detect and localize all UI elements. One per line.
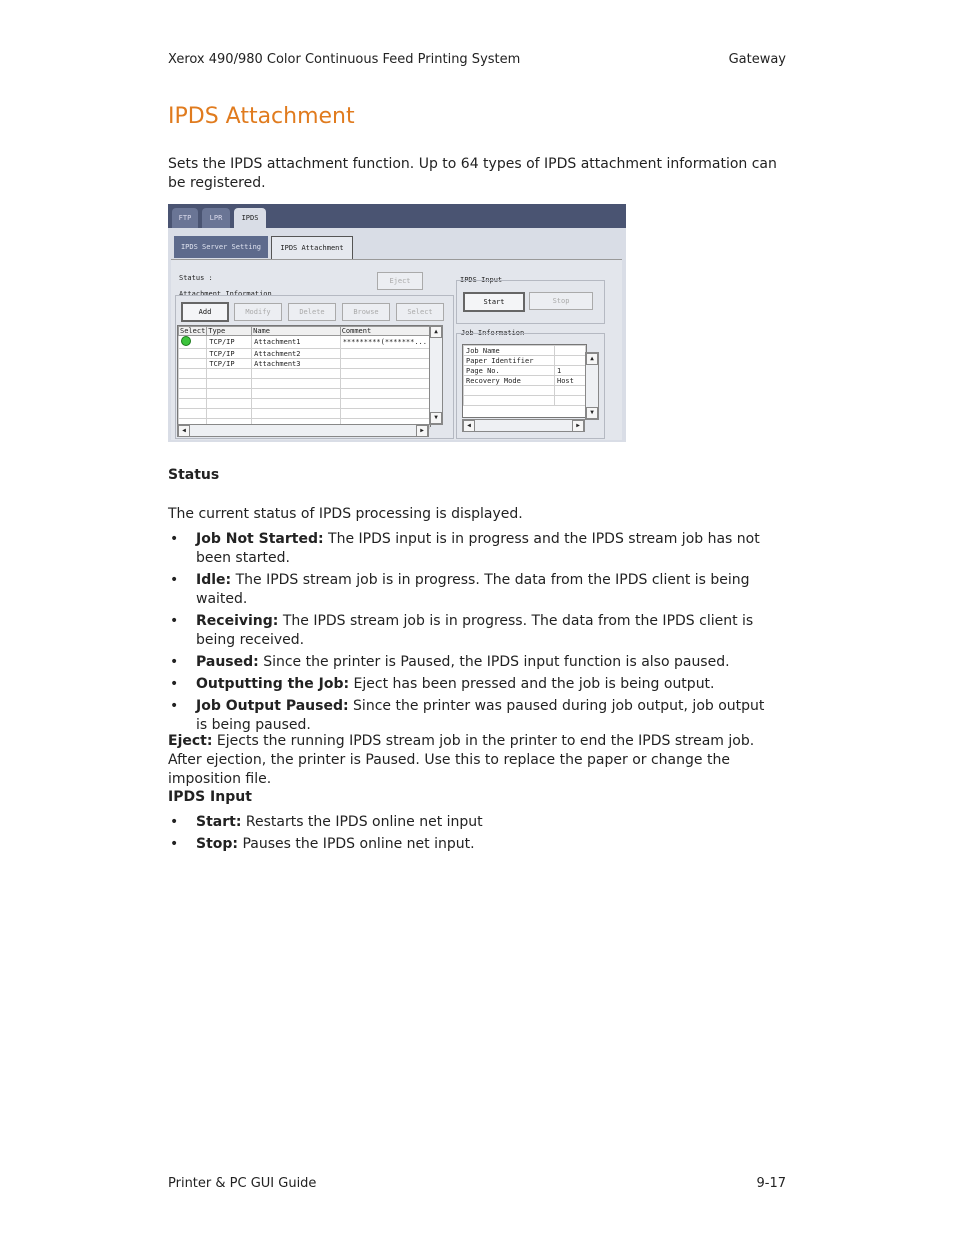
- job-info-label: Job Information: [461, 329, 525, 337]
- list-item: • Paused: Since the printer is Paused, the IPDS input function is also paused.: [168, 653, 778, 672]
- scroll-down-icon[interactable]: ▼: [430, 412, 442, 424]
- scroll-left-icon[interactable]: ◀: [463, 420, 475, 432]
- selected-indicator-icon: [179, 336, 207, 349]
- job-info-table: Job Name Paper Identifier Page No. 1 Recovery Mode Host: [462, 344, 587, 418]
- scroll-down-icon[interactable]: ▼: [586, 407, 598, 419]
- table-horizontal-scrollbar[interactable]: [177, 424, 429, 437]
- page-header-left: Xerox 490/980 Color Continuous Feed Printing System: [168, 52, 521, 67]
- ipds-input-list: [168, 813, 778, 857]
- tab-lpr[interactable]: LPR: [202, 208, 230, 228]
- ipds-input-heading: IPDS Input: [168, 789, 252, 805]
- page-footer-left: Printer & PC GUI Guide: [168, 1176, 317, 1191]
- col-name: Name: [252, 327, 341, 336]
- page-header-right: Gateway: [728, 52, 786, 67]
- intro-paragraph: Sets the IPDS attachment function. Up to 64 types of IPDS attachment information can be registered.: [168, 156, 777, 191]
- start-button[interactable]: Start: [463, 292, 525, 312]
- list-item: • Start: Restarts the IPDS online net input: [168, 813, 778, 832]
- attachment-info-label: Attachment Information: [179, 290, 272, 298]
- list-item: • Idle: The IPDS stream job is in progress. The data from the IPDS client is being waited.: [168, 571, 778, 609]
- scroll-right-icon[interactable]: ▶: [572, 420, 584, 432]
- page-title: IPDS Attachment: [168, 104, 355, 129]
- list-item: • Stop: Pauses the IPDS online net input.: [168, 835, 778, 854]
- top-tab-bar: [168, 204, 626, 228]
- scroll-right-icon[interactable]: ▶: [416, 425, 428, 437]
- attachment-pane: [171, 259, 622, 440]
- status-description: The current status of IPDS processing is displayed.: [168, 506, 523, 522]
- table-vertical-scrollbar[interactable]: [429, 325, 443, 425]
- tab-ipds[interactable]: IPDS: [234, 208, 266, 228]
- page-number: 9-17: [756, 1176, 786, 1191]
- ipds-input-label: IPDS Input: [460, 276, 503, 284]
- job-info-horizontal-scrollbar[interactable]: [462, 419, 585, 432]
- scroll-up-icon[interactable]: ▲: [586, 353, 598, 365]
- scroll-up-icon[interactable]: ▲: [430, 326, 442, 338]
- col-select: Select: [180, 327, 206, 335]
- eject-button[interactable]: Eject: [377, 272, 423, 290]
- stop-button[interactable]: Stop: [529, 292, 593, 310]
- tab-ipds-attachment[interactable]: IPDS Attachment: [271, 236, 353, 259]
- add-button[interactable]: Add: [181, 302, 229, 322]
- eject-paragraph: Eject: Ejects the running IPDS stream job in the printer to end the IPDS stream job. After ejection, the printer is Paused. Use this to replace the paper or change the imposition file.: [168, 733, 755, 787]
- status-label: Status :: [179, 274, 213, 282]
- list-item: • Job Not Started: The IPDS input is in progress and the IPDS stream job has not been started.: [168, 530, 778, 568]
- job-info-vertical-scrollbar[interactable]: [585, 352, 599, 420]
- ipds-attachment-screenshot: [168, 204, 626, 442]
- delete-button[interactable]: Delete: [288, 303, 336, 321]
- status-heading: Status: [168, 467, 220, 483]
- scroll-left-icon[interactable]: ◀: [178, 425, 190, 437]
- table-row[interactable]: TCP/IP Attachment2: [179, 349, 430, 359]
- tab-ftp[interactable]: FTP: [172, 208, 198, 228]
- modify-button[interactable]: Modify: [234, 303, 282, 321]
- table-row[interactable]: TCP/IP Attachment1 *********(*******...: [179, 336, 430, 349]
- list-item: • Job Output Paused: Since the printer was paused during job output, job output is being paused.: [168, 697, 778, 735]
- table-row[interactable]: TCP/IP Attachment3: [179, 359, 430, 369]
- list-item: • Outputting the Job: Eject has been pressed and the job is being output.: [168, 675, 778, 694]
- status-list: [168, 530, 778, 738]
- col-type: Type: [207, 327, 252, 336]
- attachment-table: [177, 325, 431, 427]
- select-button[interactable]: Select: [396, 303, 444, 321]
- col-comment: Comment: [340, 327, 429, 336]
- browse-button[interactable]: Browse: [342, 303, 390, 321]
- list-item: • Receiving: The IPDS stream job is in progress. The data from the IPDS client is being received.: [168, 612, 778, 650]
- tab-ipds-server-setting[interactable]: IPDS Server Setting: [174, 236, 268, 258]
